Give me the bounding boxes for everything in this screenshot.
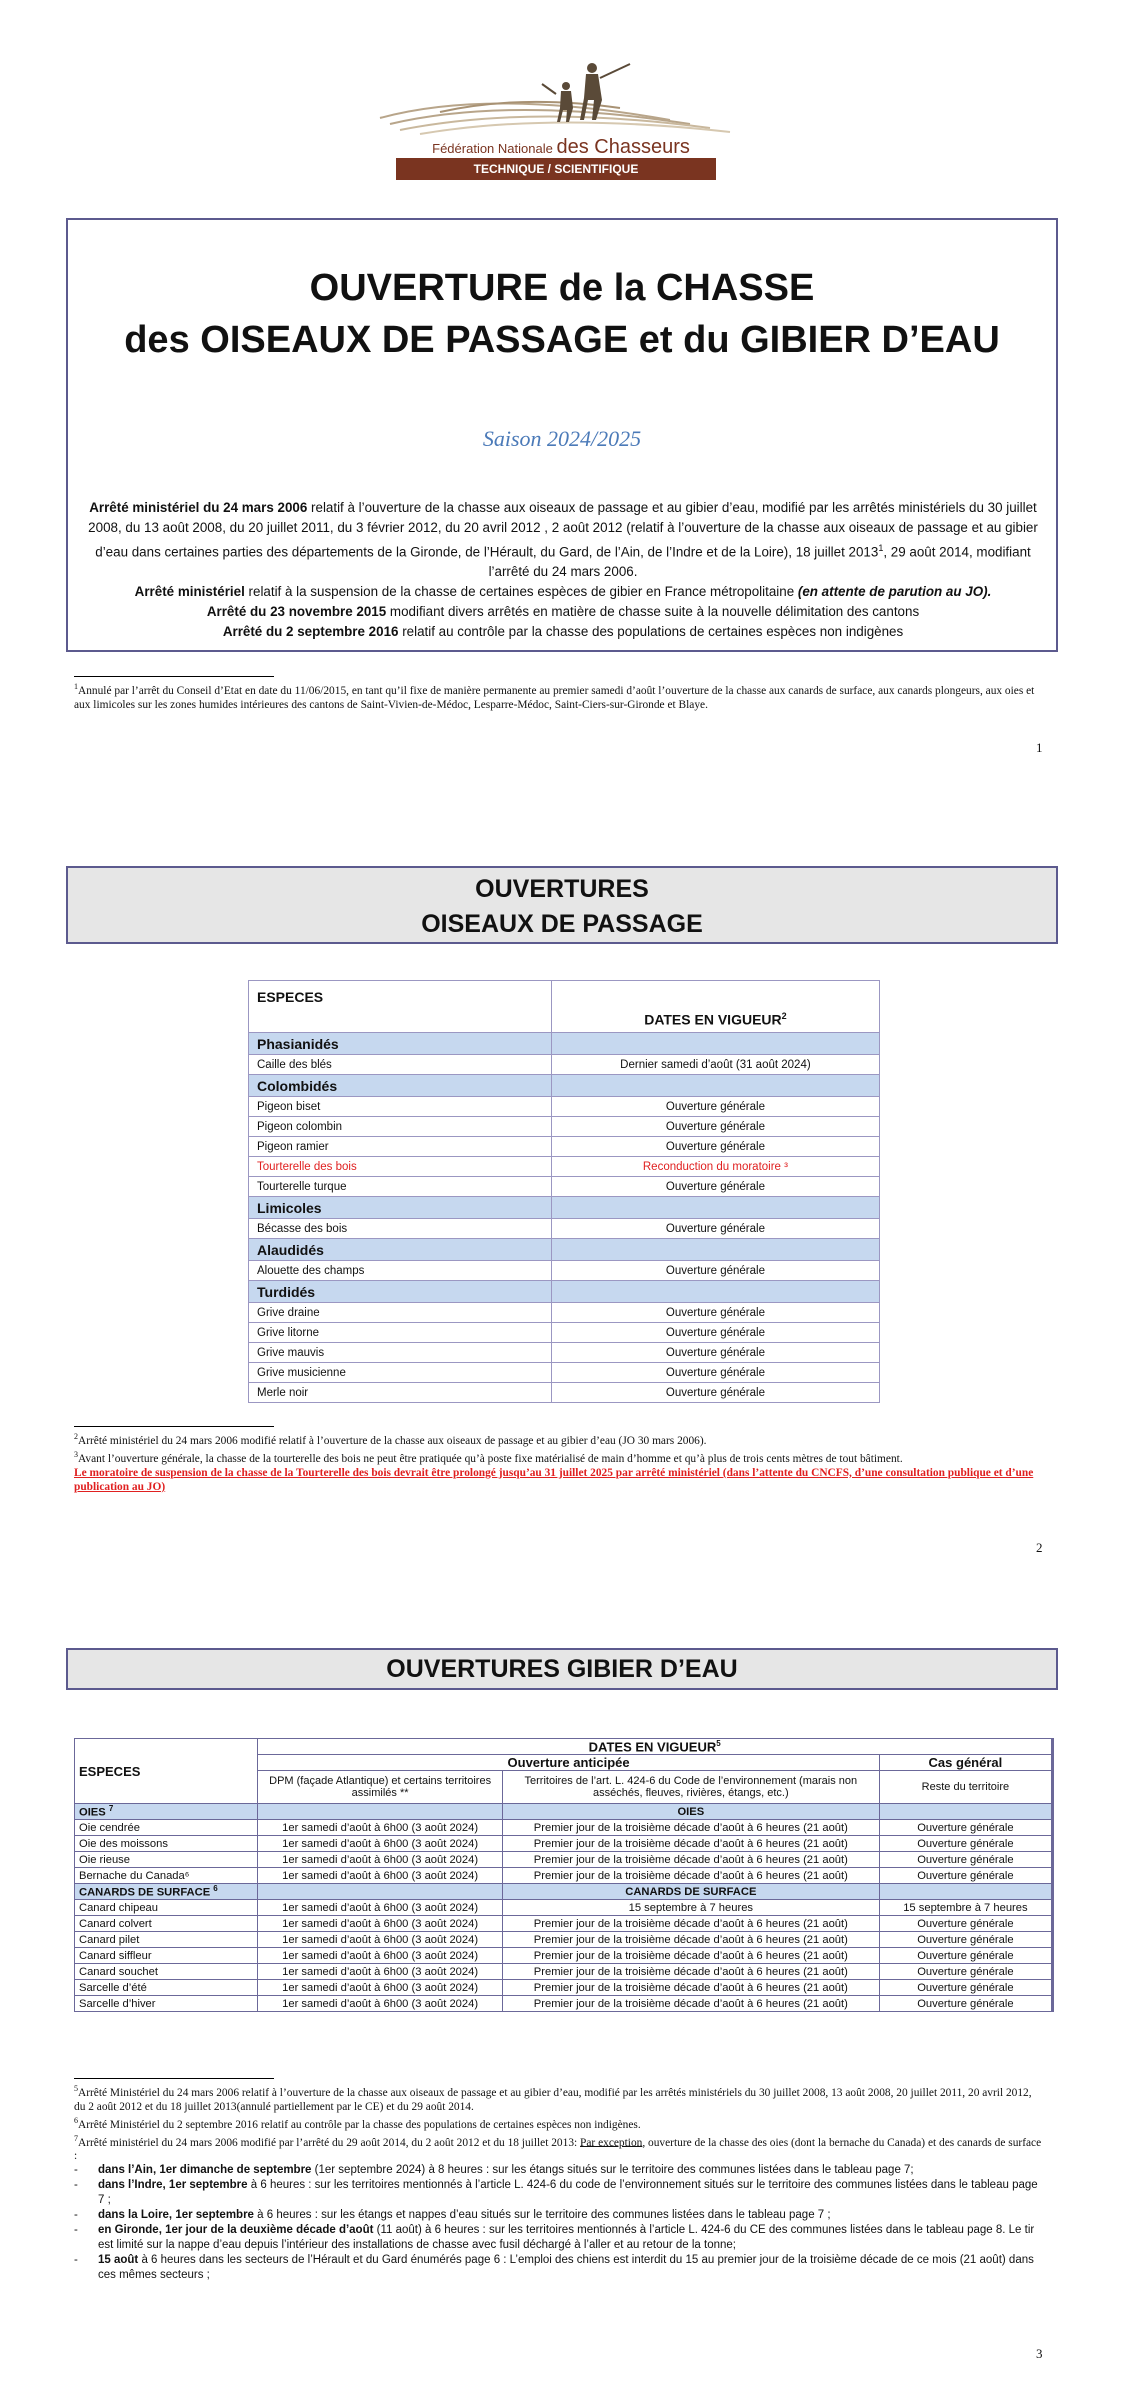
general-date-cell: Ouverture générale — [879, 1964, 1052, 1980]
water-col-species: ESPECES — [75, 1739, 258, 1804]
group-empty — [551, 1075, 879, 1097]
hunters-logo-icon — [370, 58, 750, 138]
decree-3: Arrêté du 23 novembre 2015 modifiant divers arrêtés en matière de chasse suite à la nouvelle délimitation des cantons — [206, 604, 920, 620]
footnote-3: $^3$Avant l’ouverture générale, la chasse de la tourterelle des bois ne peut être pratiquée qu’à poste fixe matérialisé de main d’homme et qu’à plus de trois cents mètres de tout bâtiment. — [74, 1449, 903, 1465]
footnotes-page2 — [74, 1430, 1064, 1494]
passage-group-row — [249, 1075, 880, 1097]
water-group-label: OIES $^7$ — [75, 1804, 258, 1820]
water-group-label: CANARDS DE SURFACE $^6$ — [75, 1884, 258, 1900]
group-label: Turdidés — [249, 1281, 552, 1303]
water-species-cell: Sarcelle d’hiver — [75, 1996, 258, 2012]
dpm-date-cell: 1er samedi d’août à 6h00 (3 août 2024) — [258, 1916, 503, 1932]
water-species-cell: Oie rieuse — [75, 1852, 258, 1868]
main-title — [68, 262, 1056, 366]
decrees-block — [82, 498, 1044, 642]
canards-group-row — [75, 1884, 1053, 1900]
footnote-6: $^6$Arrêté Ministériel du 2 septembre 2016 relatif au contrôle par la chasse des populations de certaines espèces non indigènes. — [74, 2115, 641, 2131]
date-cell: Ouverture générale — [551, 1303, 879, 1323]
general-date-cell: Ouverture générale — [879, 1916, 1052, 1932]
species-cell: Tourterelle des bois — [249, 1157, 552, 1177]
group-label: Phasianidés — [249, 1033, 552, 1055]
group-empty — [551, 1239, 879, 1261]
footnote-separator-3 — [74, 2078, 274, 2079]
fnc-logo — [370, 58, 750, 183]
general-date-cell: Ouverture générale — [879, 1996, 1052, 2012]
water-species-row — [75, 1868, 1053, 1884]
page-number-1: 1 — [1036, 740, 1043, 755]
general-date-cell: 15 septembre à 7 heures — [879, 1900, 1052, 1916]
passage-species-row — [249, 1177, 880, 1197]
col-dates-header: DATES EN VIGUEUR$^2$ — [551, 981, 879, 1033]
dpm-header: DPM (façade Atlantique) et certains territoires assimilés ** — [258, 1771, 503, 1804]
oies-group-row — [75, 1804, 1053, 1820]
species-cell: Bécasse des bois — [249, 1219, 552, 1239]
territory-date-cell: Premier jour de la troisième décade d’août à 6 heures (21 août) — [502, 1852, 879, 1868]
main-title-line2: des OISEAUX DE PASSAGE et du GIBIER D’EAU — [124, 319, 1000, 361]
dpm-date-cell: 1er samedi d’août à 6h00 (3 août 2024) — [258, 1980, 503, 1996]
territory-date-cell: Premier jour de la troisième décade d’août à 6 heures (21 août) — [502, 1836, 879, 1852]
species-cell: Grive mauvis — [249, 1343, 552, 1363]
federation-name: Fédération Nationale des Chasseurs — [432, 136, 690, 158]
date-cell: Ouverture générale — [551, 1097, 879, 1117]
date-cell: Ouverture générale — [551, 1261, 879, 1281]
passage-table — [248, 980, 880, 1403]
species-cell: Caille des blés — [249, 1055, 552, 1075]
footnote-separator — [74, 676, 274, 677]
passage-species-row — [249, 1137, 880, 1157]
dpm-date-cell: 1er samedi d’août à 6h00 (3 août 2024) — [258, 1932, 503, 1948]
passage-group-row — [249, 1281, 880, 1303]
species-cell: Grive musicienne — [249, 1363, 552, 1383]
species-cell: Pigeon colombin — [249, 1117, 552, 1137]
water-species-cell: Canard colvert — [75, 1916, 258, 1932]
general-date-cell: Ouverture générale — [879, 1836, 1052, 1852]
passage-species-row — [249, 1343, 880, 1363]
passage-species-row — [249, 1055, 880, 1075]
water-group-center: OIES — [502, 1804, 879, 1820]
date-cell: Ouverture générale — [551, 1177, 879, 1197]
technical-scientific-band: TECHNIQUE / SCIENTIFIQUE — [396, 158, 716, 180]
footnote-2: $^2$Arrêté ministériel du 24 mars 2006 modifié relatif à l’ouverture de la chasse aux oiseaux de passage et au gibier d’eau (JO 30 mars 2006). — [74, 1432, 707, 1447]
dpm-date-cell: 1er samedi d’août à 6h00 (3 août 2024) — [258, 1964, 503, 1980]
dpm-date-cell: 1er samedi d’août à 6h00 (3 août 2024) — [258, 1852, 503, 1868]
decree-4: Arrêté du 2 septembre 2016 relatif au contrôle par la chasse des populations de certaines espèces non indigènes — [222, 624, 904, 640]
water-species-row — [75, 1964, 1053, 1980]
dpm-date-cell: 1er samedi d’août à 6h00 (3 août 2024) — [258, 1948, 503, 1964]
rest-territory-header: Reste du territoire — [879, 1771, 1052, 1804]
passage-species-row — [249, 1117, 880, 1137]
water-species-row — [75, 1996, 1053, 2012]
footnote-5: $^5$Arrêté Ministériel du 24 mars 2006 relatif à l’ouverture de la chasse aux oiseaux de passage et au gibier d’eau, modifié par les arrêtés ministériels du 30 juillet 2008, 13 août 2008, 20 juillet 2011, 20 avril 2012, du 2 août 2012 et du 18 juillet 2013(annulé partiellement par le CE) et du 29 août 2014. — [74, 2084, 1032, 2113]
page-number-2: 2 — [1036, 1540, 1043, 1555]
season-label: Saison 2024/2025 — [482, 426, 642, 451]
date-cell: Ouverture générale — [551, 1363, 879, 1383]
passage-heading-line1: OUVERTURES — [475, 875, 649, 903]
water-species-row — [75, 1916, 1053, 1932]
water-group-empty — [258, 1804, 503, 1820]
group-empty — [551, 1033, 879, 1055]
date-cell: Ouverture générale — [551, 1343, 879, 1363]
species-cell: Pigeon ramier — [249, 1137, 552, 1157]
territory-date-cell: Premier jour de la troisième décade d’août à 6 heures (21 août) — [502, 1916, 879, 1932]
footnote-7-item: - en Gironde, 1er jour de la deuxième décade d’août (11 août) à 6 heures : sur les territoires mentionnés à l’article L. 424-6 du CE des communes listées dans le tableau page 8. Le tir est limité sur la nappe d’eau depuis l’intérieur des installations de chasse avec fusil déchargé à l’aller et au retour de la tonne; — [98, 2223, 1044, 2253]
date-cell: Ouverture générale — [551, 1137, 879, 1157]
passage-species-row — [249, 1323, 880, 1343]
passage-heading-line2: OISEAUX DE PASSAGE — [421, 910, 703, 938]
water-species-cell: Canard souchet — [75, 1964, 258, 1980]
water-species-cell: Canard chipeau — [75, 1900, 258, 1916]
date-cell: Reconduction du moratoire ³ — [551, 1157, 879, 1177]
water-species-row — [75, 1932, 1053, 1948]
footnote-7-list — [74, 2163, 1044, 2283]
group-label: Colombidés — [249, 1075, 552, 1097]
territory-date-cell: Premier jour de la troisième décade d’août à 6 heures (21 août) — [502, 1996, 879, 2012]
passage-table-header — [249, 981, 880, 1033]
page-number-3: 3 — [1036, 2346, 1043, 2361]
footnote-1: $^1$Annulé par l’arrêt du Conseil d’Etat en date du 11/06/2015, en tant qu’il fixe de manière permanente au premier samedi d’août l’ouverture de la chasse aux canards de surface, aux canards plongeurs, aux oies et aux limicoles sur les zones humides intérieures des cantons de Saint-Vivien-de-Médoc, Lesparre-Médoc, Saint-Ciers-sur-Gironde et Blaye. — [74, 682, 1035, 711]
territory-date-cell: 15 septembre à 7 heures — [502, 1900, 879, 1916]
general-date-cell: Ouverture générale — [879, 1980, 1052, 1996]
general-case-header: Cas général — [879, 1755, 1052, 1771]
date-cell: Ouverture générale — [551, 1219, 879, 1239]
decree-2: Arrêté ministériel relatif à la suspension de la chasse de certaines espèces de gibier en France métropolitaine (en attente de parution au JO). — [134, 584, 992, 600]
group-empty — [551, 1197, 879, 1219]
date-cell: Dernier samedi d’août (31 août 2024) — [551, 1055, 879, 1075]
territory-date-cell: Premier jour de la troisième décade d’août à 6 heures (21 août) — [502, 1868, 879, 1884]
species-cell: Grive draine — [249, 1303, 552, 1323]
title-box — [66, 218, 1058, 652]
dpm-date-cell: 1er samedi d’août à 6h00 (3 août 2024) — [258, 1820, 503, 1836]
date-cell: Ouverture générale — [551, 1383, 879, 1403]
water-table — [74, 1738, 1054, 2012]
passage-species-row — [249, 1097, 880, 1117]
footnote-3-red: Le moratoire de suspension de la chasse de la Tourterelle des bois devrait être prolongé jusqu’au 31 juillet 2025 par arrêté ministériel (dans l’attente du CNCFS, d’une consultation publique et d’une publication au JO) — [74, 1466, 1034, 1493]
passage-species-row — [249, 1157, 880, 1177]
water-group-empty — [879, 1884, 1052, 1900]
general-date-cell: Ouverture générale — [879, 1852, 1052, 1868]
water-species-row — [75, 1900, 1053, 1916]
species-cell: Grive litorne — [249, 1323, 552, 1343]
water-species-cell: Bernache du Canada⁶ — [75, 1868, 258, 1884]
general-date-cell: Ouverture générale — [879, 1932, 1052, 1948]
territory-date-cell: Premier jour de la troisième décade d’août à 6 heures (21 août) — [502, 1964, 879, 1980]
general-date-cell: Ouverture générale — [879, 1820, 1052, 1836]
species-cell: Pigeon biset — [249, 1097, 552, 1117]
footnote-7: $^7$Arrêté ministériel du 24 mars 2006 modifié par l’arrêté du 29 août 2014, du 2 août 2012 et du 18 juillet 2013: Par exception, ouverture de la chasse des oies (dont la bernache du Canada) et des canards de surface : — [74, 2133, 1042, 2163]
dpm-date-cell: 1er samedi d’août à 6h00 (3 août 2024) — [258, 1900, 503, 1916]
group-empty — [551, 1281, 879, 1303]
general-date-cell: Ouverture générale — [879, 1948, 1052, 1964]
passage-species-row — [249, 1219, 880, 1239]
footnote-7-item: - dans la Loire, 1er septembre à 6 heures : sur les étangs et nappes d’eau situés sur le territoire des communes listées dans le tableau page 7 ; — [98, 2208, 1044, 2223]
footnote-7-item: - dans l’Ain, 1er dimanche de septembre (1er septembre 2024) à 8 heures : sur les étangs situés sur le territoire des communes listées dans le tableau page 7; — [98, 2163, 1044, 2178]
general-date-cell: Ouverture générale — [879, 1868, 1052, 1884]
territories-header: Territoires de l’art. L. 424-6 du Code de l’environnement (marais non asséchés, fleuves, rivières, étangs, etc.) — [502, 1771, 879, 1804]
passage-species-row — [249, 1303, 880, 1323]
territory-date-cell: Premier jour de la troisième décade d’août à 6 heures (21 août) — [502, 1948, 879, 1964]
footnote-separator-2 — [74, 1426, 274, 1427]
species-cell: Tourterelle turque — [249, 1177, 552, 1197]
territory-date-cell: Premier jour de la troisième décade d’août à 6 heures (21 août) — [502, 1820, 879, 1836]
water-species-cell: Canard pilet — [75, 1932, 258, 1948]
passage-species-row — [249, 1383, 880, 1403]
water-group-empty — [879, 1804, 1052, 1820]
footnote-7-item: - 15 août à 6 heures dans les secteurs de l’Hérault et du Gard énumérés page 6 : L’emploi des chiens est interdit du 15 au premier jour de la troisième décade de ce mois (21 août) dans ces mêmes secteurs ; — [98, 2253, 1044, 2283]
water-heading-box — [66, 1648, 1058, 1690]
group-label: Limicoles — [249, 1197, 552, 1219]
territory-date-cell: Premier jour de la troisième décade d’août à 6 heures (21 août) — [502, 1980, 879, 1996]
passage-group-row — [249, 1239, 880, 1261]
water-species-cell: Oie cendrée — [75, 1820, 258, 1836]
footnote-7-item: - dans l’Indre, 1er septembre à 6 heures : sur les territoires mentionnés à l’article L. 424-6 du code de l’environnement situés sur le territoire des communes listées dans le tableau page 7 ; — [98, 2178, 1044, 2208]
passage-species-row — [249, 1261, 880, 1281]
group-label: Alaudidés — [249, 1239, 552, 1261]
date-cell: Ouverture générale — [551, 1323, 879, 1343]
species-cell: Alouette des champs — [249, 1261, 552, 1281]
passage-group-row — [249, 1197, 880, 1219]
footnotes-page3 — [74, 2082, 1044, 2283]
water-species-row — [75, 1980, 1053, 1996]
water-species-row — [75, 1852, 1053, 1868]
dpm-date-cell: 1er samedi d’août à 6h00 (3 août 2024) — [258, 1996, 503, 2012]
water-species-row — [75, 1948, 1053, 1964]
water-species-cell: Sarcelle d’été — [75, 1980, 258, 1996]
passage-heading-box — [66, 866, 1058, 944]
water-header-row-1 — [75, 1739, 1053, 1755]
territory-date-cell: Premier jour de la troisième décade d’août à 6 heures (21 août) — [502, 1932, 879, 1948]
water-group-empty — [258, 1884, 503, 1900]
water-species-cell: Oie des moissons — [75, 1836, 258, 1852]
water-dates-header: DATES EN VIGUEUR$^5$ — [258, 1739, 1053, 1755]
main-title-line1: OUVERTURE de la CHASSE — [309, 267, 815, 309]
water-species-cell: Canard siffleur — [75, 1948, 258, 1964]
water-species-row — [75, 1820, 1053, 1836]
anticipated-header: Ouverture anticipée — [258, 1755, 879, 1771]
water-group-center: CANARDS DE SURFACE — [502, 1884, 879, 1900]
water-heading: OUVERTURES GIBIER D’EAU — [386, 1655, 738, 1683]
species-cell: Merle noir — [249, 1383, 552, 1403]
dpm-date-cell: 1er samedi d’août à 6h00 (3 août 2024) — [258, 1868, 503, 1884]
col-species-header: ESPECES — [249, 981, 552, 1033]
decree-1: Arrêté ministériel du 24 mars 2006 relatif à l’ouverture de la chasse aux oiseaux de passage et au gibier d’eau, modifié par les arrêtés ministériels du 30 juillet 2008, du 13 août 2008, du 20 juillet 2011, du 3 février 2012, du 20 avril 2012 , 2 août 2012 (relatif à l’ouverture de la chasse aux oiseaux de passage et au gibier d’eau dans certaines parties des départements de la Gironde, de l’Hérault, du Gard, de l’Ain, de l’Indre et de la Loire), 18 juillet 2013$^1$, 29 août 2014, modifiant l’arrêté du 24 mars 2006. — [88, 500, 1038, 580]
date-cell: Ouverture générale — [551, 1117, 879, 1137]
water-species-row — [75, 1836, 1053, 1852]
passage-group-row — [249, 1033, 880, 1055]
dpm-date-cell: 1er samedi d’août à 6h00 (3 août 2024) — [258, 1836, 503, 1852]
passage-species-row — [249, 1363, 880, 1383]
